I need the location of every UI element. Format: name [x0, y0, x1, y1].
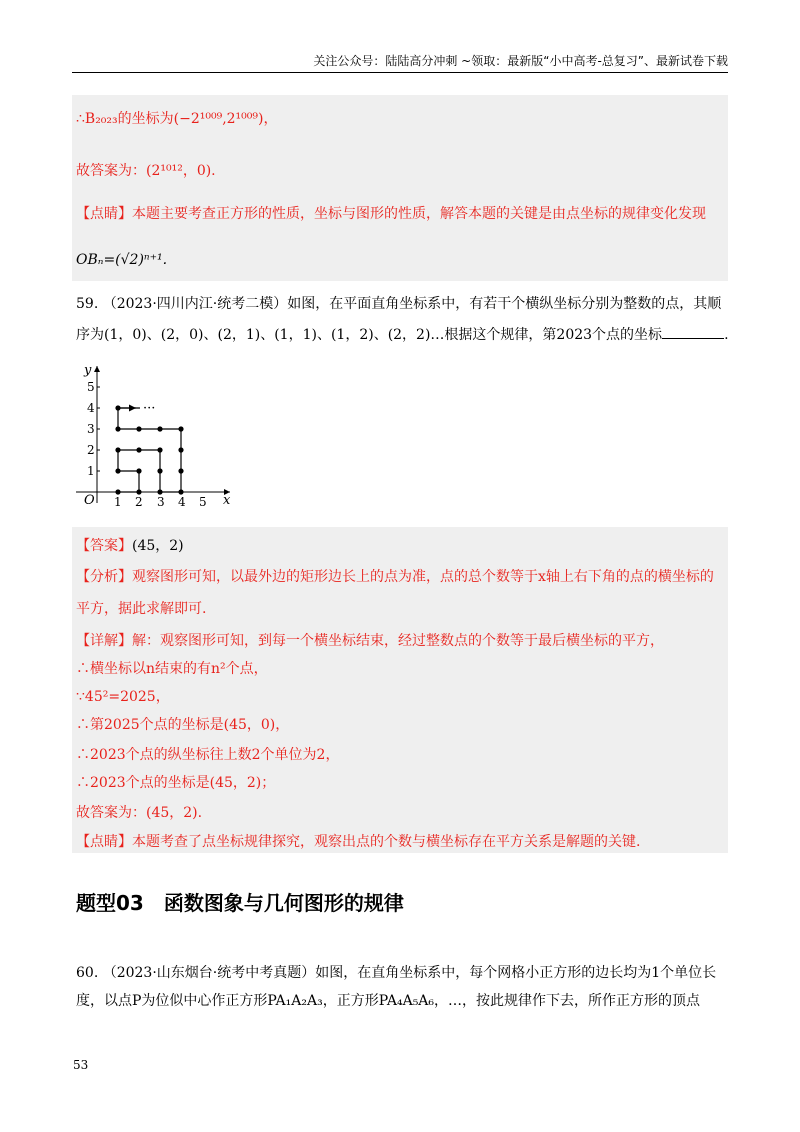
dianjing-text-2: 本题考查了点坐标规律探究，观察出点的个数与横坐标存在平方关系是解题的关键. — [132, 834, 641, 850]
problem60-line-2: 度，以点P为位似中心作正方形PA₁A₂A₃，正方形PA₄A₅A₆，…，按此规律作下去，所作正方形的顶点 — [76, 993, 701, 1009]
origin-label: O — [84, 493, 95, 508]
prev-line-1: ∴B₂₀₂₃的坐标为(−2¹⁰⁰⁹,2¹⁰⁰⁹)， — [76, 111, 278, 127]
problem59-line-2-end: . — [724, 327, 729, 343]
detail-line-5: ∴2023个点的纵坐标往上数2个单位为2， — [76, 747, 340, 763]
page-header — [72, 50, 728, 73]
dianjing-tag: 【点睛】 — [76, 206, 132, 222]
y-tick-5: 5 — [87, 380, 95, 394]
dianjing-line — [76, 831, 640, 851]
answer-blank — [662, 326, 724, 339]
y-tick-2: 2 — [87, 443, 95, 457]
y-tick-4: 4 — [87, 401, 95, 415]
header-text: 关注公众号：陆陆高分冲刺 ~领取：最新版“小中高考-总复习”、最新试卷下载 — [313, 54, 728, 68]
y-tick-3: 3 — [87, 422, 95, 436]
detail-text-1: 解：观察图形可知，到每一个横坐标结束，经过整数点的个数等于最后横坐标的平方， — [132, 633, 664, 649]
problem59-line-1: 59. （2023·四川内江·统考二模）如图，在平面直角坐标系中，有若干个横纵坐标分别为整数的点，其顺 — [76, 296, 722, 312]
problem59-line-2-text: 序为(1，0)、(2，0)、(2，1)、(1，1)、(1，2)、(2，2)…根据这个规律，第2023个点的坐标 — [76, 327, 663, 343]
detail-line-6: ∴2023个点的坐标是(45，2)； — [76, 775, 276, 791]
detail-line-3: ∵45²=2025， — [76, 689, 170, 705]
analysis-tag: 【分析】 — [76, 569, 132, 585]
page-number: 53 — [73, 1058, 89, 1072]
prev-line-2: 故答案为：(2¹⁰¹²，0). — [76, 163, 216, 179]
detail-line-4: ∴第2025个点的坐标是(45，0)， — [76, 717, 290, 733]
x-tick-3: 3 — [157, 495, 165, 508]
dianjing-text: 本题主要考查正方形的性质，坐标与图形的性质，解答本题的关键是由点坐标的规律变化发现 — [132, 206, 706, 222]
analysis-text-1: 观察图形可知，以最外边的矩形边长上的点为准，点的总个数等于x轴上右下角的点的横坐标的 — [132, 569, 714, 585]
x-tick-2: 2 — [135, 495, 143, 508]
x-tick-5: 5 — [199, 495, 207, 508]
problem60-line-1: 60. （2023·山东烟台·统考中考真题）如图，在直角坐标系中，每个网格小正方形的边长均为1个单位长 — [76, 965, 717, 981]
figure59-graph — [72, 358, 242, 508]
detail-line-7: 故答案为：(45，2). — [76, 805, 203, 821]
analysis-line-2: 平方，据此求解即可. — [76, 601, 207, 617]
path-ellipsis: ··· — [143, 401, 156, 416]
analysis-line-1 — [76, 566, 714, 586]
prev-line-4: OBₙ=(√2)ⁿ⁺¹. — [76, 252, 168, 268]
answer-tag: 【答案】 — [76, 538, 132, 554]
prev-dianjing — [76, 203, 706, 223]
problem59-line-2 — [76, 324, 729, 344]
dianjing-tag-2: 【点睛】 — [76, 834, 132, 850]
section-title: 题型03 函数图象与几何图形的规律 — [76, 891, 404, 915]
answer-value: (45，2) — [132, 538, 184, 554]
x-tick-1: 1 — [114, 495, 122, 508]
answer-line — [76, 535, 184, 555]
x-tick-4: 4 — [178, 495, 186, 508]
point-path — [118, 408, 181, 492]
y-axis-label: y — [84, 363, 92, 378]
detail-tag: 【详解】 — [76, 633, 132, 649]
detail-line-2: ∴横坐标以n结束的有n²个点， — [76, 661, 268, 677]
detail-line-1 — [76, 630, 664, 650]
x-axis-label: x — [223, 493, 231, 508]
y-tick-1: 1 — [87, 464, 95, 478]
